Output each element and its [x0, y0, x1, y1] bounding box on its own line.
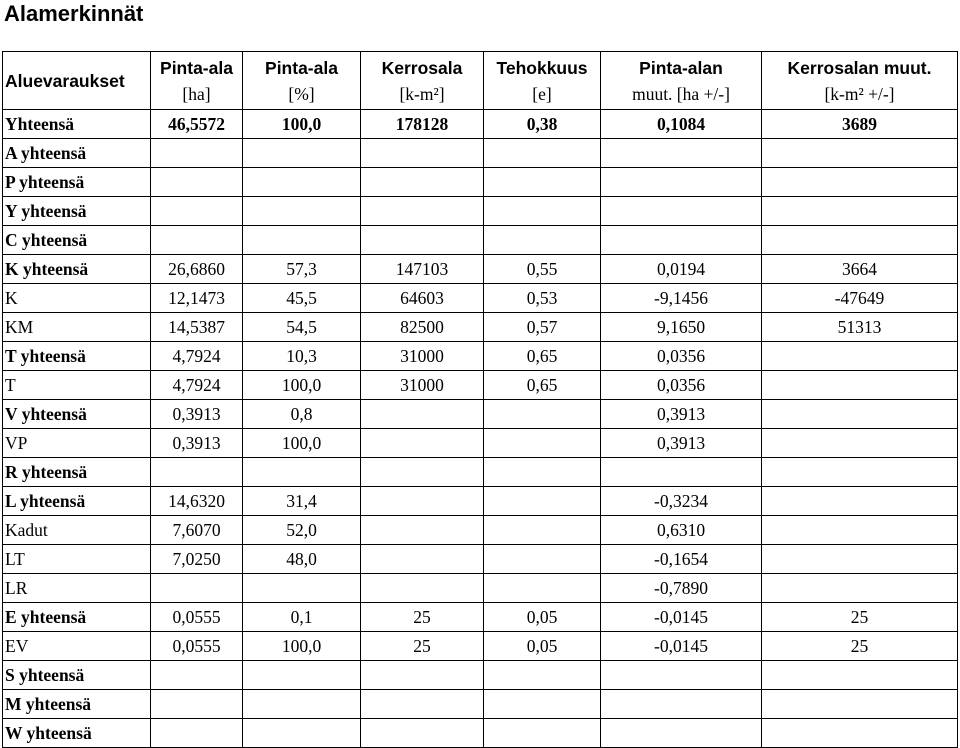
table-cell: 25	[361, 603, 484, 632]
table-cell	[361, 516, 484, 545]
table-cell: 52,0	[243, 516, 361, 545]
table-cell: 54,5	[243, 313, 361, 342]
table-cell	[361, 400, 484, 429]
table-row	[3, 690, 958, 719]
table-cell	[762, 516, 958, 545]
table-row	[3, 632, 958, 661]
table-body	[3, 110, 958, 748]
table-row	[3, 545, 958, 574]
table-cell: 14,6320	[151, 487, 243, 516]
table-cell: 0,0555	[151, 632, 243, 661]
table-row	[3, 139, 958, 168]
table-cell: 0,6310	[601, 516, 762, 545]
row-label: W yhteensä	[3, 719, 151, 748]
table-header-row	[3, 52, 958, 110]
table-cell	[151, 226, 243, 255]
table-cell	[243, 719, 361, 748]
table-cell	[361, 429, 484, 458]
table-cell	[361, 458, 484, 487]
table-cell	[762, 400, 958, 429]
table-row	[3, 429, 958, 458]
row-label: M yhteensä	[3, 690, 151, 719]
table-cell	[762, 371, 958, 400]
table-row	[3, 284, 958, 313]
table-cell	[361, 197, 484, 226]
table-cell: 0,65	[484, 342, 601, 371]
table-cell	[484, 661, 601, 690]
table-cell	[762, 458, 958, 487]
table-cell	[361, 139, 484, 168]
table-cell	[243, 168, 361, 197]
table-cell: 31,4	[243, 487, 361, 516]
table-cell	[601, 197, 762, 226]
page-title: Alamerkinnät	[4, 1, 144, 26]
table-cell	[151, 574, 243, 603]
table-cell	[762, 342, 958, 371]
table-cell: 3664	[762, 255, 958, 284]
table-cell	[151, 661, 243, 690]
table-cell	[484, 400, 601, 429]
table-cell	[243, 197, 361, 226]
table-cell	[151, 168, 243, 197]
table-row	[3, 110, 958, 139]
table-cell	[762, 168, 958, 197]
row-label: C yhteensä	[3, 226, 151, 255]
row-label: T yhteensä	[3, 342, 151, 371]
table-cell	[361, 719, 484, 748]
table-cell: 25	[361, 632, 484, 661]
table-cell	[762, 487, 958, 516]
row-label: EV	[3, 632, 151, 661]
table-cell: -9,1456	[601, 284, 762, 313]
table-cell: 0,55	[484, 255, 601, 284]
table-cell: 0,38	[484, 110, 601, 139]
table-cell	[762, 574, 958, 603]
table-cell	[762, 139, 958, 168]
table-row	[3, 226, 958, 255]
table-cell	[243, 226, 361, 255]
table-cell: 25	[762, 632, 958, 661]
table-cell: 0,3913	[601, 400, 762, 429]
table-row	[3, 487, 958, 516]
table-cell: 178128	[361, 110, 484, 139]
table-cell: 0,57	[484, 313, 601, 342]
table-cell: 0,53	[484, 284, 601, 313]
table-cell	[484, 516, 601, 545]
table-cell: 31000	[361, 342, 484, 371]
table-cell	[601, 168, 762, 197]
table-cell: 64603	[361, 284, 484, 313]
table-cell	[361, 690, 484, 719]
row-label: Kadut	[3, 516, 151, 545]
row-label: Yhteensä	[3, 110, 151, 139]
table-cell: 100,0	[243, 429, 361, 458]
table-cell	[601, 661, 762, 690]
table-cell: -0,0145	[601, 632, 762, 661]
table-cell	[151, 197, 243, 226]
table-row	[3, 313, 958, 342]
table-cell: 0,65	[484, 371, 601, 400]
table-row	[3, 574, 958, 603]
table-row	[3, 168, 958, 197]
row-label: A yhteensä	[3, 139, 151, 168]
table-cell: 25	[762, 603, 958, 632]
table-cell: 9,1650	[601, 313, 762, 342]
table-cell: -47649	[762, 284, 958, 313]
table-cell: 12,1473	[151, 284, 243, 313]
table-cell	[361, 545, 484, 574]
table-cell: 0,0356	[601, 371, 762, 400]
table-cell: -0,0145	[601, 603, 762, 632]
table-cell: 14,5387	[151, 313, 243, 342]
table-cell	[484, 197, 601, 226]
table-cell: 45,5	[243, 284, 361, 313]
table-cell	[601, 690, 762, 719]
column-header-kerrosala: Kerrosala [k-m²]	[361, 52, 484, 110]
column-header-pinta-alan-muutos: Pinta-alan muut. [ha +/-]	[601, 52, 762, 110]
area-reservation-table	[2, 51, 958, 748]
table-cell: 0,0356	[601, 342, 762, 371]
table-cell: -0,3234	[601, 487, 762, 516]
table-cell	[243, 139, 361, 168]
table-cell	[484, 458, 601, 487]
row-label: LT	[3, 545, 151, 574]
table-cell: 0,3913	[601, 429, 762, 458]
table-cell: 0,0194	[601, 255, 762, 284]
table-cell: 4,7924	[151, 342, 243, 371]
table-cell: 7,0250	[151, 545, 243, 574]
table-cell: 31000	[361, 371, 484, 400]
table-cell: 0,3913	[151, 400, 243, 429]
table-row	[3, 371, 958, 400]
table-row	[3, 342, 958, 371]
table-cell: 48,0	[243, 545, 361, 574]
row-label: KM	[3, 313, 151, 342]
table-cell	[243, 690, 361, 719]
table-cell	[243, 661, 361, 690]
row-label: L yhteensä	[3, 487, 151, 516]
row-label: V yhteensä	[3, 400, 151, 429]
table-cell	[601, 719, 762, 748]
table-cell	[151, 139, 243, 168]
table-cell: 3689	[762, 110, 958, 139]
table-cell	[484, 487, 601, 516]
table-cell	[484, 719, 601, 748]
table-row	[3, 516, 958, 545]
table-cell	[762, 545, 958, 574]
table-cell	[151, 458, 243, 487]
table-cell: 0,8	[243, 400, 361, 429]
row-label: LR	[3, 574, 151, 603]
row-label: E yhteensä	[3, 603, 151, 632]
table-cell	[762, 719, 958, 748]
table-cell: 46,5572	[151, 110, 243, 139]
table-cell: 57,3	[243, 255, 361, 284]
table-cell	[762, 429, 958, 458]
column-header-pinta-ala-ha: Pinta-ala [ha]	[151, 52, 243, 110]
table-cell: 82500	[361, 313, 484, 342]
table-cell: 26,6860	[151, 255, 243, 284]
row-label: T	[3, 371, 151, 400]
table-row	[3, 197, 958, 226]
table-cell	[484, 690, 601, 719]
table-cell	[243, 574, 361, 603]
table-cell: 100,0	[243, 110, 361, 139]
table-cell	[484, 574, 601, 603]
table-cell	[601, 139, 762, 168]
table-cell	[762, 661, 958, 690]
table-cell	[484, 168, 601, 197]
table-cell: 10,3	[243, 342, 361, 371]
table-cell	[484, 545, 601, 574]
table-row	[3, 458, 958, 487]
table-cell	[361, 168, 484, 197]
table-cell: -0,7890	[601, 574, 762, 603]
table-cell	[151, 690, 243, 719]
row-label: S yhteensä	[3, 661, 151, 690]
table-cell: 4,7924	[151, 371, 243, 400]
column-header-aluevaraukset: Aluevaraukset	[3, 52, 151, 110]
table-cell: 0,1	[243, 603, 361, 632]
table-cell: 0,3913	[151, 429, 243, 458]
table-row	[3, 661, 958, 690]
table-cell	[762, 690, 958, 719]
table-cell	[484, 139, 601, 168]
table-cell: 0,0555	[151, 603, 243, 632]
table-row	[3, 400, 958, 429]
row-label: K yhteensä	[3, 255, 151, 284]
table-cell: 51313	[762, 313, 958, 342]
row-label: K	[3, 284, 151, 313]
table-cell: 0,05	[484, 632, 601, 661]
table-cell	[484, 226, 601, 255]
table-cell: 147103	[361, 255, 484, 284]
row-label: Y yhteensä	[3, 197, 151, 226]
table-cell	[243, 458, 361, 487]
table-cell	[762, 197, 958, 226]
table-cell: 7,6070	[151, 516, 243, 545]
column-header-pinta-ala-percent: Pinta-ala [%]	[243, 52, 361, 110]
table-row	[3, 255, 958, 284]
table-cell	[361, 487, 484, 516]
table-cell	[601, 226, 762, 255]
table-cell: 100,0	[243, 371, 361, 400]
row-label: VP	[3, 429, 151, 458]
table-cell: 0,05	[484, 603, 601, 632]
row-label: P yhteensä	[3, 168, 151, 197]
table-cell	[361, 661, 484, 690]
table-row	[3, 603, 958, 632]
table-cell	[151, 719, 243, 748]
row-label: R yhteensä	[3, 458, 151, 487]
table-cell: 0,1084	[601, 110, 762, 139]
column-header-tehokkuus: Tehokkuus [e]	[484, 52, 601, 110]
table-row	[3, 719, 958, 748]
table-cell	[762, 226, 958, 255]
column-header-kerrosalan-muutos: Kerrosalan muut. [k-m² +/-]	[762, 52, 958, 110]
table-cell	[601, 458, 762, 487]
table-cell: -0,1654	[601, 545, 762, 574]
table-cell: 100,0	[243, 632, 361, 661]
table-cell	[361, 574, 484, 603]
table-cell	[361, 226, 484, 255]
table-cell	[484, 429, 601, 458]
